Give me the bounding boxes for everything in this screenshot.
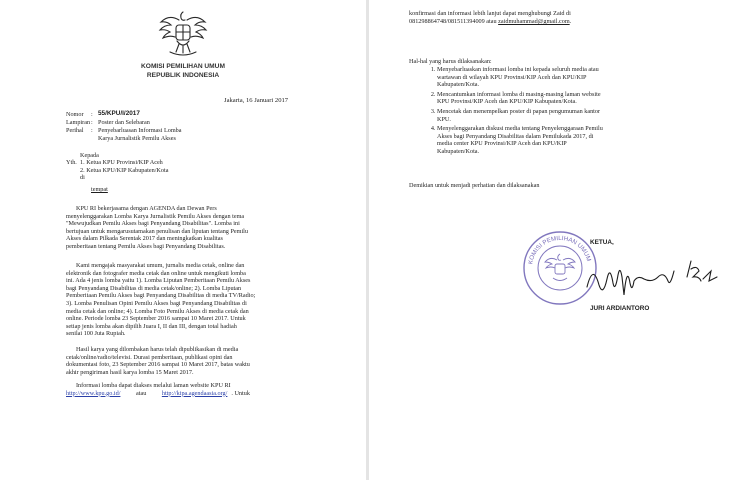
paragraph-line: akhir pengiriman hasil karya lomba 15 Maret 2017.	[66, 368, 194, 376]
list-item	[437, 66, 603, 89]
task-line: 2. Mencantumkan informasi lomba di masing-masing laman website	[437, 90, 601, 98]
task-line: 1. Menyebarluaskan informasi lomba ini kepada seluruh media atau	[437, 66, 599, 73]
paragraph-line: setiap jenis lomba akan dipilih Juara I, II dan III, dengan total hadiah	[66, 322, 237, 330]
garuda-emblem-icon	[157, 8, 209, 60]
task-line: wartawan di wilayah KPU Provinsi/KIP Aceh dan KPU/KIP	[437, 73, 587, 81]
task-line: 4. Menyelenggarakan diskusi media tentang Penyelenggaraan Pemilu	[437, 125, 603, 133]
recipient-kepada: Kepada	[80, 152, 99, 159]
body-paragraph-1	[66, 205, 248, 251]
closing-sentence: Demikian untuk menjadi perhatian dan dilaksanakan	[409, 182, 540, 189]
tasks-list	[425, 66, 603, 158]
stamp-text: KOMISI PEMILIHAN UMUM	[527, 234, 593, 265]
list-item	[437, 91, 603, 106]
task-line: Kabupaten/Kota.	[437, 147, 480, 155]
contact-email-link[interactable]: zaidmuhammad@gmail.com	[498, 18, 570, 25]
meta-label-nomor: Nomor	[66, 111, 84, 118]
contact-period: .	[569, 18, 572, 25]
letter-date: Jakarta, 16 Januari 2017	[224, 97, 289, 104]
meta-sep: :	[91, 111, 93, 118]
recipient-yth: Yth.	[66, 159, 77, 166]
paragraph-line: pemberitaan tentang Pemilu Akses bagi Penyandang Disabilitas.	[66, 242, 226, 250]
body-paragraph-4	[66, 382, 250, 397]
contact-line-2	[409, 18, 571, 26]
subject-line-1: Penyebarluasan Informasi Lomba	[98, 127, 182, 134]
country-name: REPUBLIK INDONESIA	[146, 72, 220, 79]
task-line: Akses bagi Penyandang Disabilitas dalam Pemilukada 2017, di	[437, 132, 594, 140]
recipient-line: 1. Ketua KPU Provinsi/KIP Aceh	[80, 159, 163, 166]
paragraph-line: dokumentasi foto, 23 September 2016 sampai 10 Maret 2017, batas waktu	[66, 361, 250, 369]
paragraph-line: Informasi lomba dapat diakses melalui laman website KPU RI	[76, 382, 231, 389]
paragraph-line	[66, 390, 250, 398]
recipient-tempat: tempat	[91, 186, 108, 193]
signature-scribble-icon	[583, 247, 723, 307]
paragraph-line: bertujuan untuk mengarusutamakan penulisan dan liputan tentang Pemilu	[66, 227, 248, 235]
recipient-line: 2. Ketua KPU/KIP Kabupaten/Kota	[80, 167, 169, 174]
paragraph-line: Pemberitaan Pemilu Akses bagi Penyandang Disabilitas di media TV/Radio;	[66, 292, 256, 300]
paragraph-line: ini. Ada 4 jenis lomba yaitu 1). Lomba Liputan Pemberitaan Pemilu Akses	[66, 277, 251, 285]
subject-line-2: Karya Jurnalistik Pemilu Akses	[98, 135, 176, 142]
letter-page-2	[369, 0, 750, 480]
meta-label-perihal: Perihal	[66, 127, 84, 134]
contact-phone: 081298864748/081511394009 atau	[409, 18, 497, 25]
agenda-website-link[interactable]: http://kipa.agendaasia.org/	[161, 389, 228, 397]
meta-label-lampiran: Lampiran	[66, 119, 91, 126]
task-line: KPU.	[437, 115, 451, 123]
contact-line-1: konfirmasi dan informasi lebih lanjut dapat menghubungi Zaid di	[409, 10, 571, 17]
tasks-intro: Hal-hal yang harus dilaksanakan:	[409, 58, 492, 65]
meta-sep: :	[91, 127, 93, 134]
attachment-value: Poster dan Selebaran	[98, 119, 150, 126]
paragraph-line: Akses dalam Pilkada Serentak 2017 dan meningkatkan kualitas	[66, 235, 223, 243]
untuk-text: . Untuk	[231, 389, 250, 397]
list-item	[437, 125, 603, 155]
paragraph-line: KPU RI bekerjasama dengan AGENDA dan Dewan Pers	[76, 205, 217, 212]
task-line: 3. Mencetak dan menempelkan poster di papan pengumuman kantor	[437, 107, 601, 115]
paragraph-line: elektronik dan fotografer media cetak dan online untuk mengikuti lomba	[66, 269, 246, 277]
list-item	[437, 108, 603, 123]
recipient-di: di	[80, 174, 85, 181]
kpu-website-link[interactable]: http://www.kpu.go.id/	[66, 389, 121, 397]
body-paragraph-2	[66, 262, 255, 338]
paragraph-line: online. Periode lomba 23 September 2016 sampai 10 Maret 2017. Untuk	[66, 315, 246, 323]
task-line: media center KPU Provinsi/KIP Aceh dan KPU/KIP	[437, 140, 567, 148]
paragraph-line: senilai 100 Juta Rupiah.	[66, 330, 126, 338]
task-line: KPU Provinsi/KIP Aceh dan KPU/KIP Kabupaten/Kota.	[437, 98, 577, 106]
paragraph-line: media cetak dan online; 4). Lomba Foto Pemilu Akses di media cetak dan	[66, 307, 249, 315]
letter-page-1	[0, 0, 366, 480]
body-paragraph-3	[66, 346, 250, 376]
atau-text: atau	[135, 389, 147, 397]
paragraph-line: Hasil karya yang dilombakan harus telah dipublikasikan di media	[76, 346, 239, 353]
paragraph-line: cetak/online/radio/televisi. Durasi pemberitaan, publikasi opini dan	[66, 353, 233, 361]
task-line: Kabupaten/Kota.	[437, 81, 480, 89]
paragraph-line: 3). Lomba Penulisan Opini Pemilu Akses bagi Penyandang Disabilitas di	[66, 299, 247, 307]
paragraph-line: Kami mengajak masyarakat umum, jurnalis media cetak, online dan	[76, 262, 245, 269]
institution-name: KOMISI PEMILIHAN UMUM	[141, 63, 225, 70]
signatory-name: JURI ARDIANTORO	[590, 305, 650, 312]
paragraph-line: "Mewujudkan Pemilu Akses bagi Penyandang Disabilitas". Lomba ini	[66, 220, 240, 228]
signatory-title: KETUA,	[590, 239, 614, 246]
letter-number: 55/KPU/I/2017	[98, 110, 140, 117]
meta-sep: :	[91, 119, 93, 126]
paragraph-line: bagi Penyandang Disabilitas di media cetak/online; 2). Lomba Liputan	[66, 284, 242, 292]
paragraph-line: menyelenggarakan Lomba Karya Jurnalistik Pemilu Akses dengan tema	[66, 212, 245, 220]
